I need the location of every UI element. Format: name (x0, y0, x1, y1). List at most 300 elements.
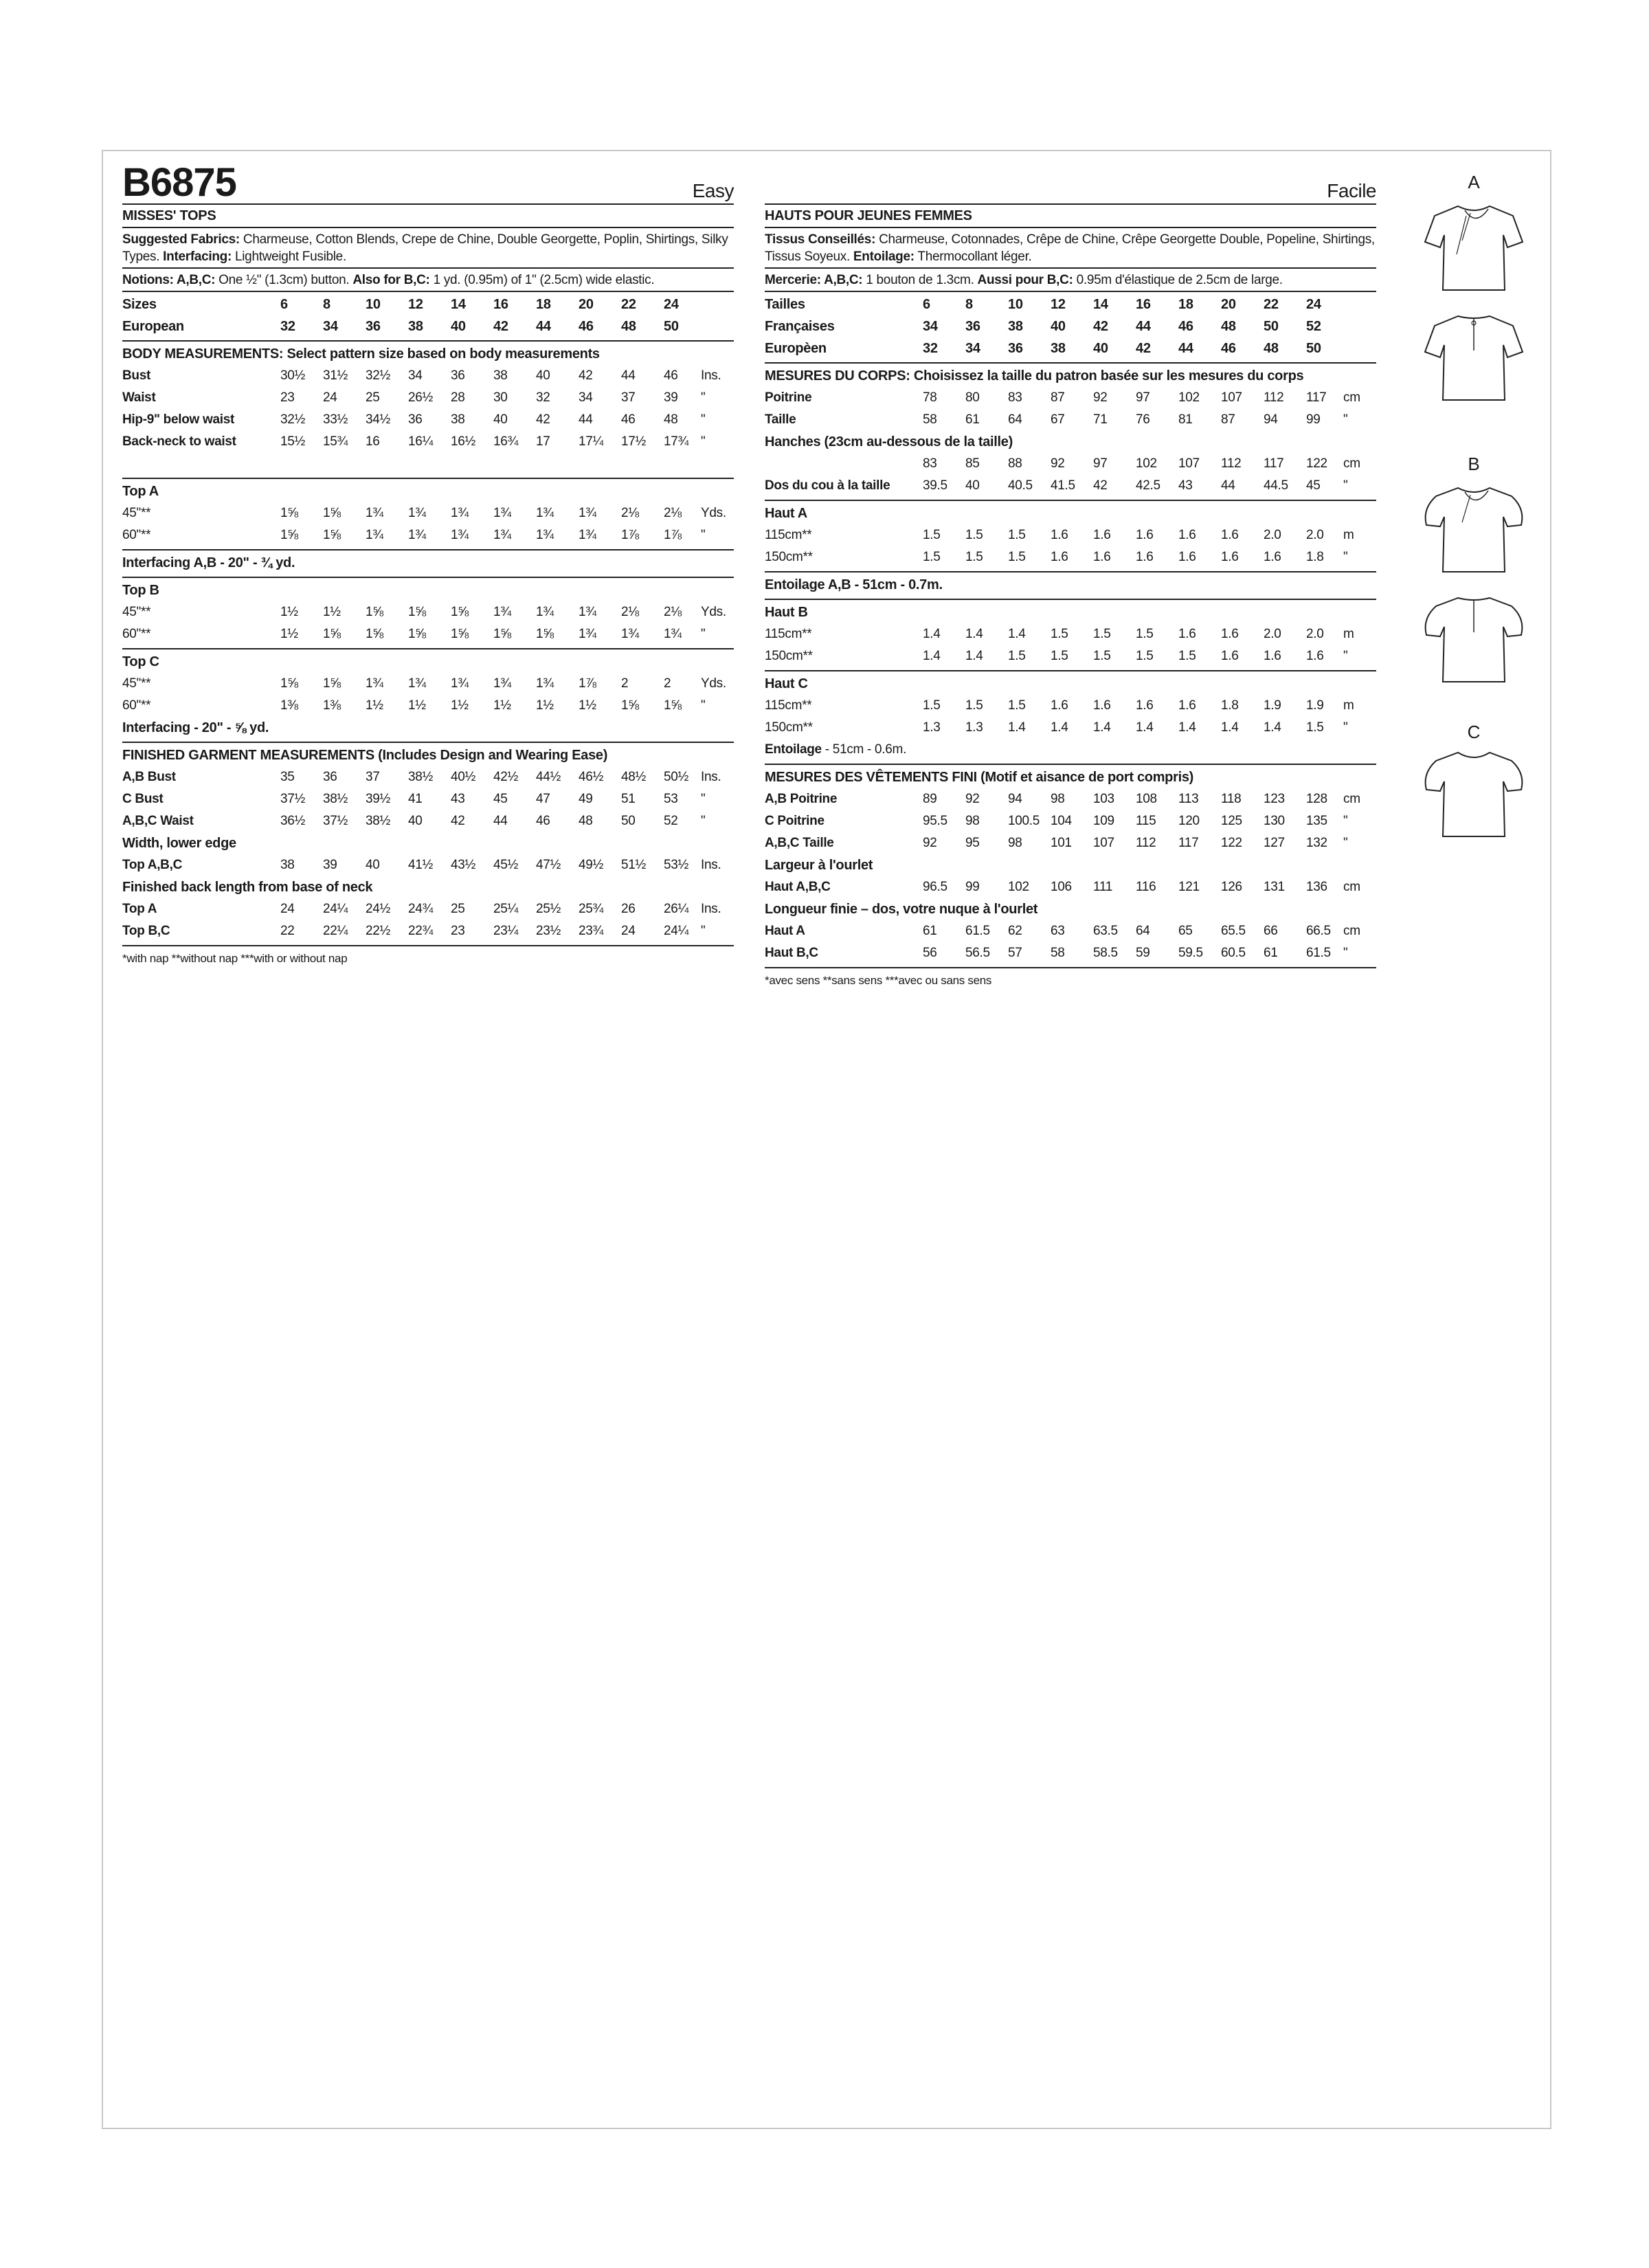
row-value: 1.6 (1178, 627, 1196, 641)
finished-rows (122, 766, 734, 832)
row-value: 42 (579, 368, 593, 383)
row-unit: cm (1343, 880, 1360, 894)
difficulty-label: Facile (1327, 180, 1376, 201)
row-value: 42 (536, 412, 550, 427)
row-unit: cm (1343, 924, 1360, 938)
spacer (122, 453, 734, 475)
row-value: 94 (1264, 412, 1278, 427)
table-row (122, 766, 734, 788)
section-title (765, 898, 1376, 920)
row-value: 46 (1178, 319, 1193, 334)
row-value: 125 (1221, 814, 1242, 828)
row-value: 38 (408, 319, 423, 334)
row-value: 22 (1264, 297, 1279, 312)
haut-a-title: Haut A (765, 506, 807, 521)
row-value: 111 (1093, 880, 1112, 894)
row-unit: Yds. (701, 506, 726, 520)
section-title (765, 574, 1376, 596)
table-row (122, 854, 734, 876)
table-row (765, 942, 1376, 964)
fabrics-label: Suggested Fabrics: (122, 232, 240, 247)
row-value: 53 (664, 792, 678, 806)
row-unit: " (701, 434, 706, 449)
row-value: 62 (1008, 924, 1022, 938)
also-label: Also for B,C: (352, 273, 430, 287)
row-value: 61.5 (965, 924, 990, 938)
row-value: 1⅝ (366, 627, 383, 641)
row-value: 2⅛ (621, 506, 639, 520)
row-value: 49 (579, 792, 593, 806)
back-title: Finished back length from base of neck (122, 880, 373, 895)
body-rows (765, 387, 1376, 431)
table-row (765, 645, 1376, 667)
row-value: 58 (1051, 946, 1065, 960)
table-row (765, 810, 1376, 832)
row-label: Tailles (765, 297, 805, 312)
row-unit: " (1343, 550, 1348, 564)
row-label: Françaises (765, 319, 835, 334)
row-value: 36 (366, 319, 381, 334)
row-value: 43½ (451, 858, 476, 872)
row-value: 20 (1221, 297, 1236, 312)
finished-measurements (765, 765, 1376, 968)
table-row (765, 920, 1376, 942)
row-value: 78 (923, 390, 937, 405)
row-value: 98 (1051, 792, 1065, 806)
row-value: 49½ (579, 858, 604, 872)
row-unit: cm (1343, 390, 1360, 405)
row-value: 95.5 (923, 814, 947, 828)
section-title (122, 579, 734, 601)
row-value: 1.6 (1178, 698, 1196, 713)
row-value: 121 (1178, 880, 1200, 894)
row-value: 42 (451, 814, 465, 828)
row-value: 45½ (493, 858, 519, 872)
row-label: Taille (765, 412, 796, 427)
row-value: 25½ (536, 902, 561, 916)
row-value: 1.5 (923, 528, 941, 542)
row-value: 33½ (323, 412, 348, 427)
sizes-table (765, 292, 1376, 364)
row-value: 36 (1008, 341, 1023, 356)
row-value: 1.5 (1178, 649, 1196, 663)
row-value: 132 (1306, 836, 1327, 850)
row-value: 112 (1264, 390, 1284, 405)
row-value: 50 (1306, 341, 1321, 356)
body-rows (122, 365, 734, 453)
row-label: Top A (122, 902, 157, 916)
row-value: 1⅝ (366, 605, 383, 619)
row-value: 87 (1221, 412, 1235, 427)
row-value: 1¾ (536, 528, 554, 542)
row-value: 1⅝ (280, 506, 298, 520)
row-value: 61 (923, 924, 937, 938)
row-value: 17¾ (664, 434, 689, 449)
row-value: 1¾ (621, 627, 639, 641)
row-value: 24 (664, 297, 679, 312)
row-value: 16¼ (408, 434, 434, 449)
row-value: 89 (923, 792, 937, 806)
row-value: 2.0 (1264, 627, 1281, 641)
pattern-number: B6875 (122, 160, 236, 205)
notions-label: Mercerie: A,B,C: (765, 273, 863, 287)
row-value: 38 (280, 858, 295, 872)
row-value: 115 (1136, 814, 1156, 828)
row-value: 36 (408, 412, 423, 427)
row-value: 30 (493, 390, 508, 405)
row-value: 1.3 (965, 720, 983, 735)
row-value: 38 (1051, 341, 1066, 356)
row-value: 1.4 (1221, 720, 1239, 735)
section-title (765, 739, 1376, 761)
row-value: 1¾ (366, 528, 383, 542)
section-title (765, 766, 1376, 788)
width-title: Largeur à l'ourlet (765, 858, 873, 873)
table-row (122, 810, 734, 832)
body-measurements (122, 342, 734, 479)
row-value: 1.6 (1221, 649, 1239, 663)
row-value: 16 (366, 434, 380, 449)
row-value: 15¾ (323, 434, 348, 449)
row-value: 10 (1008, 297, 1023, 312)
row-value: 44.5 (1264, 478, 1288, 493)
sizes-table (122, 292, 734, 342)
row-value: 1¾ (493, 676, 511, 691)
also-label: Aussi pour B,C: (977, 273, 1073, 287)
row-value: 99 (1306, 412, 1321, 427)
french-header (765, 157, 1376, 205)
row-value: 1.4 (1178, 720, 1196, 735)
row-value: 120 (1178, 814, 1200, 828)
row-value: 38 (451, 412, 465, 427)
row-value: 40½ (451, 770, 476, 784)
row-value: 44 (1221, 478, 1235, 493)
row-value: 1⅝ (493, 627, 511, 641)
row-value: 1¾ (366, 506, 383, 520)
row-value: 24¾ (408, 902, 434, 916)
row-value: 24¼ (323, 902, 348, 916)
row-value: 1⅝ (323, 676, 341, 691)
row-value: 92 (965, 792, 980, 806)
row-unit: " (701, 698, 706, 713)
row-value: 1⅝ (621, 698, 639, 713)
row-value: 66 (1264, 924, 1278, 938)
row-value: 2 (664, 676, 671, 691)
row-value: 131 (1264, 880, 1285, 894)
top-b-rows (122, 601, 734, 645)
table-row (765, 315, 1376, 337)
row-value: 44 (1136, 319, 1151, 334)
notions-text: 1 bouton de 1.3cm. (862, 273, 978, 287)
table-row (765, 832, 1376, 854)
row-value: 37 (621, 390, 636, 405)
haut-c-title: Haut C (765, 676, 808, 691)
table-row (765, 409, 1376, 431)
row-value: 87 (1051, 390, 1065, 405)
row-value: 32 (536, 390, 550, 405)
row-value: 1.4 (923, 649, 941, 663)
row-value: 97 (1136, 390, 1150, 405)
table-row (765, 337, 1376, 359)
row-label: 150cm** (765, 550, 813, 564)
row-value: 46½ (579, 770, 604, 784)
suggested-fabrics (122, 228, 734, 269)
row-label: Europèen (765, 341, 827, 356)
width-rows (122, 854, 734, 876)
row-value: 1.5 (1008, 528, 1026, 542)
row-value: 40 (1093, 341, 1108, 356)
row-value: 18 (536, 297, 551, 312)
row-value: 16 (1136, 297, 1151, 312)
section-title (122, 876, 734, 898)
row-value: 44½ (536, 770, 561, 784)
row-value: 45 (493, 792, 508, 806)
row-value: 1¾ (408, 506, 426, 520)
row-value: 1⅜ (323, 698, 341, 713)
table-row (765, 524, 1376, 546)
row-value: 117 (1178, 836, 1199, 850)
row-value: 25¾ (579, 902, 604, 916)
row-value: 34 (408, 368, 423, 383)
table-row (122, 788, 734, 810)
row-value: 1⅝ (280, 528, 298, 542)
row-label: 115cm** (765, 528, 812, 542)
row-value: 23¼ (493, 924, 519, 938)
row-value: 1¾ (536, 506, 554, 520)
row-value: 2 (621, 676, 629, 691)
row-value: 1¾ (408, 528, 426, 542)
row-value: 96.5 (923, 880, 947, 894)
body-measurements (765, 364, 1376, 501)
row-value: 1¾ (408, 676, 426, 691)
row-value: 88 (1008, 456, 1022, 471)
row-value: 38 (493, 368, 508, 383)
row-value: 135 (1306, 814, 1327, 828)
haut-b-title: Haut B (765, 605, 808, 620)
row-value: 1¾ (493, 506, 511, 520)
table-row (122, 920, 734, 942)
haut-b-rows (765, 623, 1376, 667)
notions-text: One ½" (1.3cm) button. (215, 273, 353, 287)
row-label: European (122, 319, 184, 334)
row-value: 1.5 (965, 528, 983, 542)
row-value: 63.5 (1093, 924, 1118, 938)
row-value: 16 (493, 297, 508, 312)
row-value: 2.0 (1306, 627, 1324, 641)
row-value: 46 (1221, 341, 1236, 356)
row-value: 44 (536, 319, 551, 334)
row-value: 14 (451, 297, 466, 312)
row-unit: m (1343, 528, 1354, 542)
width-rows (765, 876, 1376, 898)
garment-title: MISSES' TOPS (122, 205, 734, 228)
table-row (122, 695, 734, 717)
row-value: 1¾ (451, 676, 469, 691)
row-value: 1.6 (1093, 550, 1111, 564)
table-row (765, 623, 1376, 645)
garment-title: HAUTS POUR JEUNES FEMMES (765, 205, 1376, 228)
row-value: 56.5 (965, 946, 990, 960)
row-value: 38½ (366, 814, 391, 828)
row-value: 32½ (280, 412, 306, 427)
row-value: 1½ (536, 698, 554, 713)
entoilage-c-label: Entoilage (765, 742, 822, 757)
row-value: 1.6 (1051, 698, 1068, 713)
row-value: 50 (664, 319, 679, 334)
row-value: 38½ (408, 770, 434, 784)
row-value: 97 (1093, 456, 1108, 471)
row-unit: Ins. (701, 858, 721, 872)
row-value: 102 (1008, 880, 1029, 894)
row-value: 1¾ (451, 506, 469, 520)
row-value: 51 (621, 792, 636, 806)
row-value: 101 (1051, 836, 1072, 850)
row-value: 1.5 (1136, 627, 1154, 641)
row-value: 1¾ (664, 627, 682, 641)
row-value: 38 (1008, 319, 1023, 334)
row-value: 44 (493, 814, 508, 828)
row-value: 1.3 (923, 720, 941, 735)
row-value: 24 (1306, 297, 1321, 312)
row-value: 42½ (493, 770, 519, 784)
haut-c-yardage (765, 671, 1376, 765)
row-label: Sizes (122, 297, 157, 312)
row-value: 46 (664, 368, 678, 383)
row-value: 106 (1051, 880, 1072, 894)
section-title (765, 673, 1376, 695)
row-value: 22½ (366, 924, 391, 938)
fabrics-text: Charmeuse, Cotton Blends, Crepe de Chine, Double Georgette, Poplin, Shirtings, Silky Types. (122, 232, 728, 264)
row-value: 107 (1093, 836, 1114, 850)
row-value: 34 (323, 319, 338, 334)
body-title: MESURES DU CORPS: Choisissez la taille du patron basée sur les mesures du corps (765, 368, 1304, 383)
row-label: A,B,C Taille (765, 836, 834, 850)
width-title: Width, lower edge (122, 836, 236, 851)
french-column (765, 157, 1376, 988)
row-value: 53½ (664, 858, 689, 872)
row-label: 60"** (122, 627, 151, 641)
row-value: 1.5 (1093, 627, 1111, 641)
table-row (765, 788, 1376, 810)
row-label: Haut B,C (765, 946, 818, 960)
row-value: 34½ (366, 412, 391, 427)
row-value: 31½ (323, 368, 348, 383)
row-value: 127 (1264, 836, 1285, 850)
table-row (122, 601, 734, 623)
section-title (122, 552, 734, 574)
row-value: 63 (1051, 924, 1065, 938)
section-title (765, 431, 1376, 453)
row-value: 1.6 (1221, 627, 1239, 641)
row-value: 40 (536, 368, 550, 383)
row-value: 128 (1306, 792, 1327, 806)
back-rows (765, 920, 1376, 964)
section-title (765, 601, 1376, 623)
row-value: 92 (923, 836, 937, 850)
row-value: 1.5 (1008, 698, 1026, 713)
row-value: 1¾ (493, 528, 511, 542)
row-value: 1.4 (1008, 720, 1026, 735)
row-value: 2⅛ (664, 506, 682, 520)
row-value: 1.6 (1136, 528, 1154, 542)
row-value: 47 (536, 792, 550, 806)
top-b-back-sketch (1422, 591, 1525, 687)
table-row (122, 365, 734, 387)
entoilage-ab (765, 572, 1376, 600)
haut-a-rows (765, 524, 1376, 568)
section-title (765, 854, 1376, 876)
row-value: 85 (965, 456, 980, 471)
row-value: 36 (451, 368, 465, 383)
english-header (122, 157, 734, 205)
row-value: 37½ (280, 792, 306, 806)
table-row (765, 475, 1376, 497)
row-value: 36 (965, 319, 980, 334)
row-value: 17¼ (579, 434, 604, 449)
row-value: 1¾ (536, 676, 554, 691)
row-value: 52 (1306, 319, 1321, 334)
row-value: 40 (1051, 319, 1066, 334)
top-a-rows (122, 502, 734, 546)
row-value: 100.5 (1008, 814, 1040, 828)
row-value: 1.6 (1136, 698, 1154, 713)
entoilage-c-text: - 51cm - 0.6m. (821, 742, 907, 757)
row-value: 92 (1093, 390, 1108, 405)
row-label: 150cm** (765, 649, 813, 663)
view-sketches (1415, 172, 1532, 859)
row-value: 2.0 (1264, 528, 1281, 542)
row-value: 1½ (451, 698, 469, 713)
row-value: 83 (923, 456, 937, 471)
row-value: 109 (1093, 814, 1114, 828)
top-b-front-sketch (1422, 481, 1525, 577)
row-value: 30½ (280, 368, 306, 383)
row-value: 22¼ (323, 924, 348, 938)
interfacing-label: Interfacing: (163, 249, 232, 264)
row-value: 118 (1221, 792, 1242, 806)
row-value: 1⅞ (664, 528, 682, 542)
row-value: 1.5 (1051, 627, 1068, 641)
row-value: 1¾ (493, 605, 511, 619)
row-value: 1⅝ (451, 605, 469, 619)
row-unit: Yds. (701, 605, 726, 619)
row-value: 1¾ (366, 676, 383, 691)
row-value: 48 (621, 319, 636, 334)
notions (765, 269, 1376, 292)
row-value: 24½ (366, 902, 391, 916)
table-row (122, 898, 734, 920)
row-value: 43 (451, 792, 465, 806)
interfacing-ab-text: Interfacing A,B - 20" - ¾ yd. (122, 555, 295, 570)
suggested-fabrics (765, 228, 1376, 269)
row-value: 1¾ (536, 605, 554, 619)
row-value: 56 (923, 946, 937, 960)
row-label: 60"** (122, 528, 151, 542)
row-value: 1.4 (1093, 720, 1111, 735)
row-value: 39.5 (923, 478, 947, 493)
row-value: 103 (1093, 792, 1114, 806)
row-value: 122 (1306, 456, 1327, 471)
row-value: 1¾ (579, 506, 596, 520)
row-value: 46 (536, 814, 550, 828)
row-unit: " (1343, 412, 1348, 427)
english-column (122, 157, 734, 966)
row-value: 66.5 (1306, 924, 1331, 938)
row-value: 1.4 (1051, 720, 1068, 735)
table-row (122, 315, 734, 337)
row-value: 42.5 (1136, 478, 1160, 493)
row-value: 64 (1008, 412, 1022, 427)
